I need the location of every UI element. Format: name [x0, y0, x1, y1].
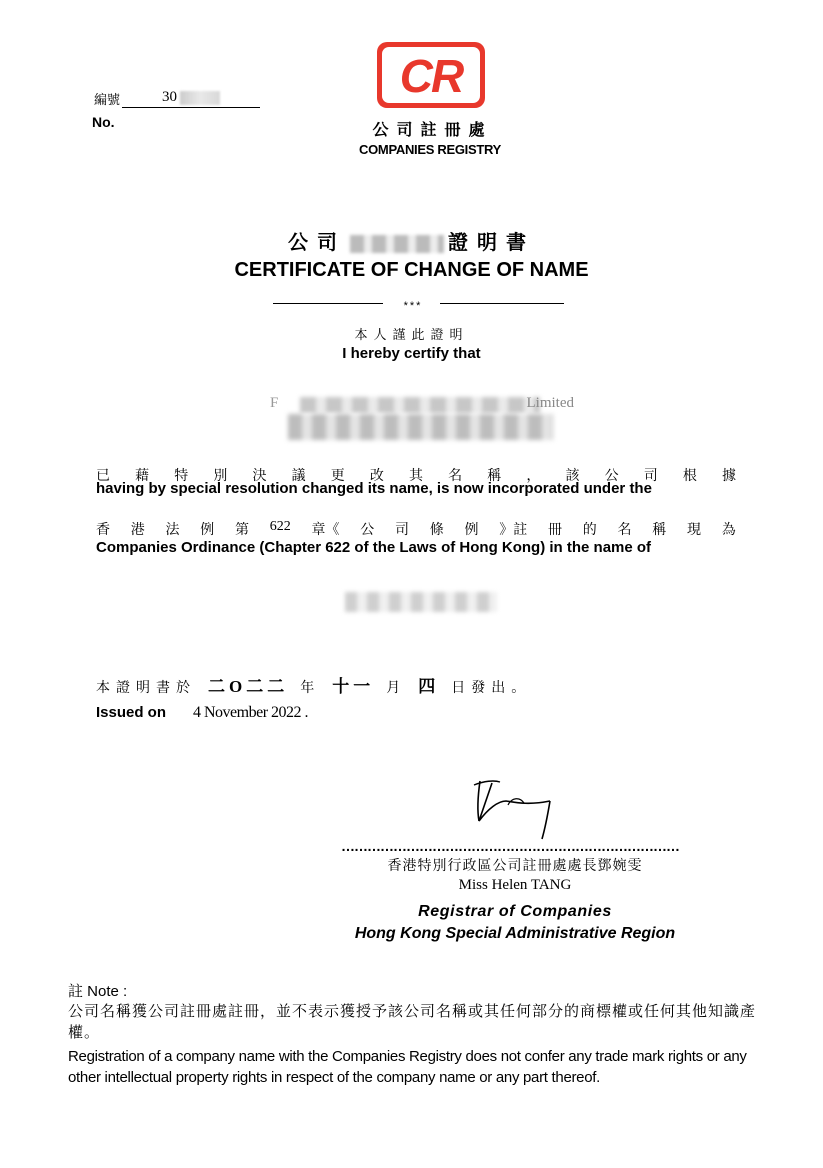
- body-char: 決: [252, 469, 267, 484]
- body-char: 為: [721, 523, 736, 538]
- body-char: 香: [96, 523, 110, 538]
- note-zh: 公司名稱獲公司註冊處註冊，並不表示獲授予該公司名稱或其任何部分的商標權或任何其他知識產權。: [68, 1004, 757, 1041]
- body-char: 議: [291, 469, 306, 484]
- registrar-name-zh: 香港特別行政區公司註冊處處長鄧婉雯: [387, 859, 643, 874]
- redacted-old-name-zh: [288, 414, 553, 440]
- certificate-title-zh: [0, 226, 823, 255]
- body-char: 現: [687, 523, 701, 538]
- number-label-zh: 編號: [94, 92, 121, 107]
- body-char: ，: [526, 469, 541, 484]
- body-char: 別: [213, 469, 228, 484]
- logo-mark: CR: [399, 50, 463, 102]
- divider-right: [440, 303, 564, 304]
- body-char: 特: [174, 469, 189, 484]
- body-char: 司: [643, 469, 658, 484]
- body-char: 法: [165, 523, 180, 538]
- body-char: 司: [395, 523, 409, 538]
- registrar-signature: [470, 775, 560, 843]
- issued-label-en: Issued on: [96, 704, 167, 721]
- body-char: 章《: [311, 523, 340, 538]
- body-line2-en: Companies Ordinance (Chapter 622 of the Laws of Hong Kong) in the name of: [96, 539, 652, 556]
- registrar-region: Hong Kong Special Administrative Region: [354, 925, 676, 942]
- redacted-old-name: [300, 397, 540, 413]
- issued-date-zh: [96, 672, 531, 697]
- old-company-name-en: [270, 395, 580, 415]
- body-char: 更: [330, 469, 345, 484]
- body-char: 例: [200, 523, 215, 538]
- body-char: 改: [369, 469, 384, 484]
- issued-year-zh: 二O二二: [208, 677, 289, 696]
- certify-en: I hereby certify that: [342, 345, 481, 362]
- body-char: 》註: [499, 523, 528, 538]
- issued-month-zh: 十一: [332, 677, 375, 696]
- title-zh-prefix: 公司: [288, 232, 346, 254]
- body-char: 其: [409, 469, 423, 484]
- old-name-lead: F: [270, 395, 279, 411]
- certificate-number: 30: [162, 89, 177, 105]
- certify-zh: 本人謹此證明: [354, 327, 469, 342]
- issued-day-zh: 四: [418, 677, 440, 696]
- old-name-tail: Limited: [526, 395, 574, 411]
- registry-name-zh: 公司註冊處: [372, 122, 493, 139]
- issued-year-unit: 年: [300, 681, 321, 696]
- body-char: 第: [235, 523, 249, 538]
- registrar-title: Registrar of Companies: [418, 903, 612, 920]
- redacted-number: [180, 91, 220, 105]
- issued-month-unit: 月: [386, 681, 407, 696]
- body-char: 稱: [652, 523, 667, 538]
- body-char: 名: [448, 469, 463, 484]
- issued-lead-zh: 本證明書於: [96, 681, 196, 696]
- body-char: 條: [429, 523, 444, 538]
- body-char: 公: [604, 469, 619, 484]
- issued-date-en: 4 November 2022 .: [193, 704, 309, 721]
- redacted-new-company-name: [345, 592, 497, 612]
- registry-name-en: COMPANIES REGISTRY: [359, 142, 501, 157]
- body-char: 根: [682, 469, 697, 484]
- divider-left: [273, 303, 383, 304]
- body-char: 冊: [548, 523, 562, 538]
- certificate-title-en: CERTIFICATE OF CHANGE OF NAME: [234, 259, 589, 281]
- body-line2-zh: [96, 519, 736, 539]
- body-char: 稱: [487, 469, 502, 484]
- divider-stars: ***: [403, 300, 423, 312]
- body-char: 例: [464, 523, 479, 538]
- body-line1-en: having by special resolution changed its name, is now incorporated under the: [96, 480, 652, 497]
- body-char: 港: [130, 523, 145, 538]
- note-en: Registration of a company name with the Companies Registry does not confer any trade mark rights or any other intellectual property rights in respect of the company name or any part thereof.: [68, 1048, 747, 1086]
- body-char: 已: [96, 469, 110, 484]
- body-char: 的: [582, 523, 597, 538]
- number-label-en: No.: [92, 114, 115, 130]
- body-char: 該: [565, 469, 580, 484]
- body-char: 藉: [135, 469, 150, 484]
- body-char: 622: [269, 519, 291, 534]
- body-char: 據: [722, 469, 736, 484]
- signature-line: ……………………………………………………………………: [341, 838, 679, 854]
- title-zh-suffix: 證明書: [448, 232, 535, 254]
- body-char: 公: [360, 523, 375, 538]
- note-heading: 註 Note :: [68, 983, 128, 1000]
- companies-registry-logo: [377, 42, 485, 108]
- certificate-number-field: [122, 86, 260, 108]
- redacted-title-part: [350, 235, 444, 253]
- registrar-name-en: Miss Helen TANG: [458, 877, 572, 893]
- issued-day-unit: 日發出。: [451, 681, 532, 696]
- body-char: 名: [617, 523, 632, 538]
